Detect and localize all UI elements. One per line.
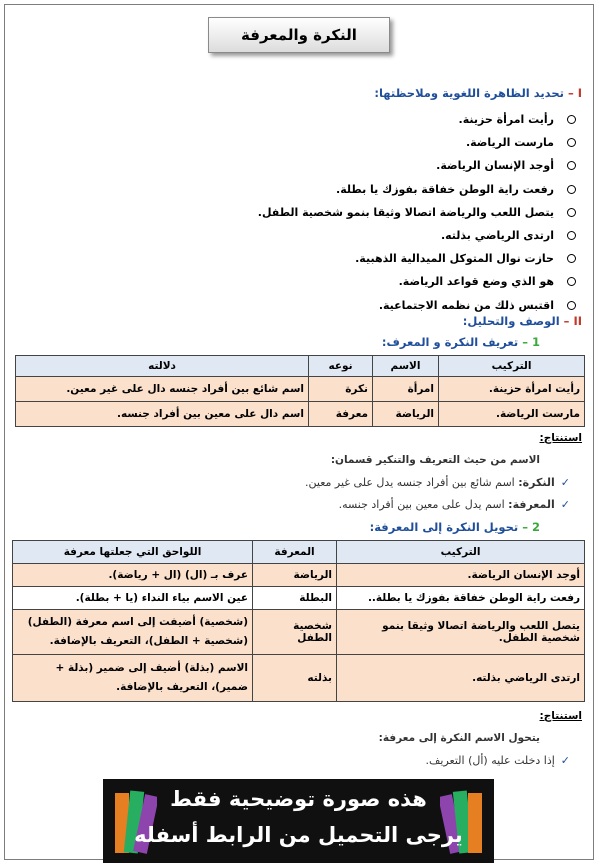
- subsection-1-title: تعريف النكرة و المعرف:: [381, 335, 519, 349]
- table-cell: عرف بـ (ال) (ال + رياضة).: [13, 564, 253, 587]
- column-header: دلالته: [16, 356, 309, 377]
- checkmark-icon: ✓: [560, 476, 570, 489]
- section-2-number: II –: [563, 314, 582, 328]
- conclusion-1-item: ✓النكرة: اسم شائع بين أفراد جنسه يدل على غير معين.: [305, 476, 570, 489]
- list-item: أوجد الإنسان الرياضة.: [136, 154, 576, 177]
- table-cell: أوجد الإنسان الرياضة.: [337, 564, 585, 587]
- list-item: حازت نوال المتوكل الميدالية الذهبية.: [136, 247, 576, 270]
- checkmark-icon: ✓: [560, 754, 570, 767]
- section-1-number: I –: [567, 86, 582, 100]
- table-cell: رفعت راية الوطن خفاقة بفوزك يا بطلة..: [337, 587, 585, 610]
- circle-bullet-icon: [567, 231, 576, 240]
- table-cell: الاسم (بذلة) أضيف إلى ضمير (بذلة + ضمير)، التعريف بالإضافة.: [13, 655, 253, 702]
- conclusion-1-label: استنتاج:: [539, 432, 582, 444]
- column-header: الاسم: [373, 356, 439, 377]
- section-2-heading: [463, 314, 582, 328]
- table-row: [13, 587, 585, 610]
- table-cell: معرفة: [309, 402, 373, 427]
- circle-bullet-icon: [567, 185, 576, 194]
- column-header: نوعه: [309, 356, 373, 377]
- conclusion-2-intro: يتحول الاسم النكرة إلى معرفة:: [378, 732, 540, 744]
- table-cell: (شخصية) أضيفت إلى اسم معرفة (الطفل) (شخصية + الطفل)، التعريف بالإضافة.: [13, 610, 253, 655]
- subsection-1-number: 1 –: [522, 335, 540, 349]
- circle-bullet-icon: [567, 208, 576, 217]
- circle-bullet-icon: [567, 161, 576, 170]
- page-title: النكرة والمعرفة: [208, 17, 390, 53]
- table-cell: البطلة: [253, 587, 337, 610]
- circle-bullet-icon: [567, 138, 576, 147]
- checkmark-icon: ✓: [560, 498, 570, 511]
- list-item: مارست الرياضة.: [136, 131, 576, 154]
- table-cell: اسم دال على معين بين أفراد جنسه.: [16, 402, 309, 427]
- table-cell: شخصية الطفل: [253, 610, 337, 655]
- table-cell: الرياضة: [253, 564, 337, 587]
- column-header: التركيب: [337, 541, 585, 564]
- subsection-2-title: تحويل النكرة إلى المعرفة:: [369, 520, 519, 534]
- table-cell: ارتدى الرياضي بذلته.: [337, 655, 585, 702]
- subsection-1-heading: [382, 335, 540, 349]
- conclusion-2-label: استنتاج:: [539, 710, 582, 722]
- table-cell: يتصل اللعب والرياضة اتصالا وثيقا بنمو شخصية الطفل.: [337, 610, 585, 655]
- subsection-2-heading: [370, 520, 540, 534]
- table-row: [13, 655, 585, 702]
- list-item: يتصل اللعب والرياضة اتصالا وثيقا بنمو شخصية الطفل.: [136, 201, 576, 224]
- table-cell: مارست الرياضة.: [439, 402, 585, 427]
- table-cell: اسم شائع بين أفراد جنسه دال على غير معين.: [16, 377, 309, 402]
- table-row: [13, 564, 585, 587]
- section-1-heading: [374, 86, 582, 100]
- conclusion-2-item: ✓إذا دخلت عليه (أل) التعريف.: [425, 754, 570, 767]
- table-header-row: [16, 356, 585, 377]
- list-item: رفعت راية الوطن خفاقة بفوزك يا بطلة.: [136, 178, 576, 201]
- table-row: [16, 402, 585, 427]
- table-row: [13, 610, 585, 655]
- examples-list: [136, 108, 576, 317]
- circle-bullet-icon: [567, 115, 576, 124]
- table-cell: عين الاسم بياء النداء (يا + بطلة).: [13, 587, 253, 610]
- list-item: اقتبس ذلك من نظمه الاجتماعية.: [136, 294, 576, 317]
- conclusion-1-item: ✓المعرفة: اسم يدل على معين بين أفراد جنسه.: [338, 498, 570, 511]
- table-header-row: [13, 541, 585, 564]
- table-row: [16, 377, 585, 402]
- table-cell: الرياضة: [373, 402, 439, 427]
- table-cell: نكرة: [309, 377, 373, 402]
- subsection-2-number: 2 –: [522, 520, 540, 534]
- conversion-table: [12, 540, 585, 702]
- preview-banner: [103, 779, 494, 863]
- definitions-table: [15, 355, 585, 427]
- circle-bullet-icon: [567, 254, 576, 263]
- column-header: التركيب: [439, 356, 585, 377]
- banner-line-1: هذه صورة توضيحية فقط: [170, 787, 427, 811]
- list-item: هو الذي وضع قواعد الرياضة.: [136, 270, 576, 293]
- circle-bullet-icon: [567, 277, 576, 286]
- column-header: اللواحق التي جعلتها معرفة: [13, 541, 253, 564]
- section-2-title: الوصف والتحليل:: [462, 314, 560, 328]
- conclusion-1-intro: الاسم من حيث التعريف والتنكير قسمان:: [330, 454, 540, 466]
- list-item: رأيت امرأة حزينة.: [136, 108, 576, 131]
- table-cell: بذلته: [253, 655, 337, 702]
- banner-line-2: يرجى التحميل من الرابط أسفله: [134, 823, 463, 847]
- list-item: ارتدى الرياضي بذلته.: [136, 224, 576, 247]
- table-cell: امرأة: [373, 377, 439, 402]
- circle-bullet-icon: [567, 301, 576, 310]
- column-header: المعرفة: [253, 541, 337, 564]
- table-cell: رأيت امرأة حزينة.: [439, 377, 585, 402]
- section-1-title: تحديد الظاهرة اللغوية وملاحظتها:: [374, 86, 564, 100]
